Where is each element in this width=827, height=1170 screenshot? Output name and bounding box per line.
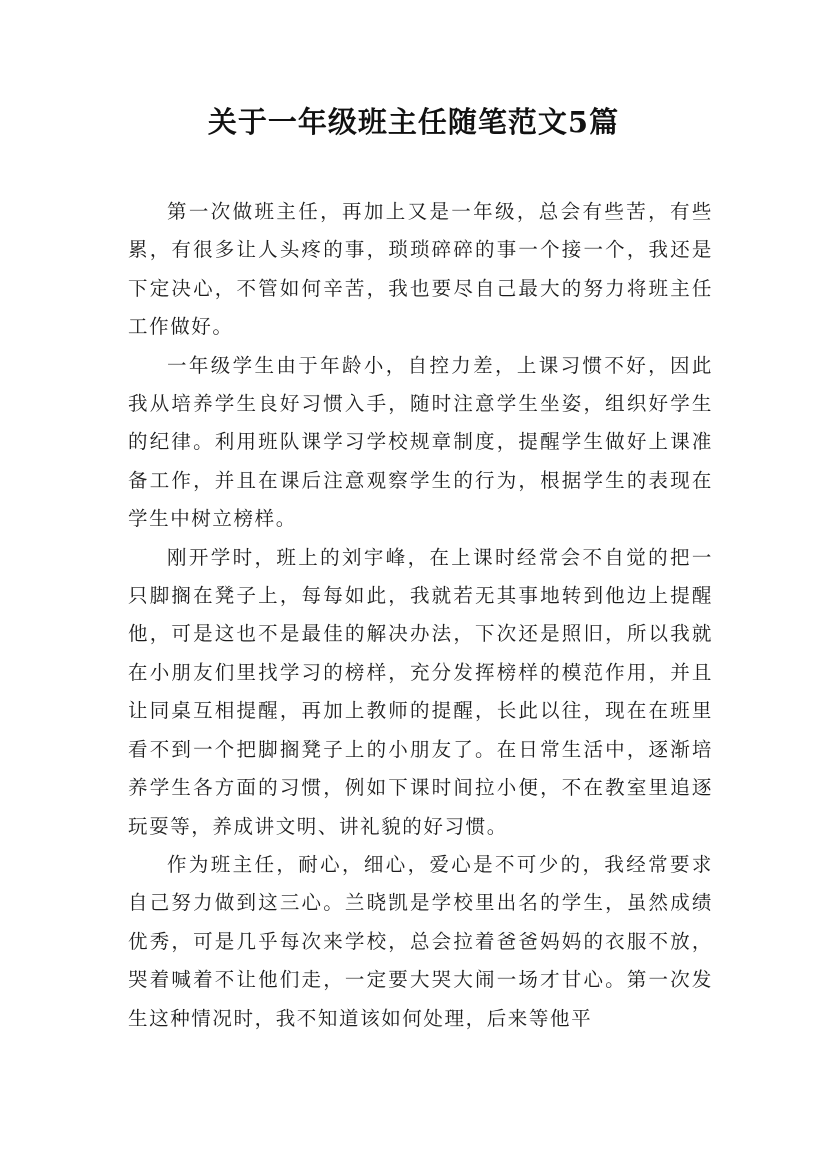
paragraph-4: 作为班主任，耐心，细心，爱心是不可少的，我经常要求自己努力做到这三心。兰晓凯是学校里出名的学生，虽然成绩优秀，可是几乎每次来学校，总会拉着爸爸妈妈的衣服不放，哭着喊着不让他们走，一定要大哭大闹一场才甘心。第一次发生这种情况时，我不知道该如何处理，后来等他平	[128, 852, 713, 1030]
document-body	[128, 193, 713, 1038]
paragraph-1: 第一次做班主任，再加上又是一年级，总会有些苦，有些累，有很多让人头疼的事，琐琐碎碎的事一个接一个，我还是下定决心，不管如何辛苦，我也要尽自己最大的努力将班主任工作做好。	[128, 200, 713, 339]
paragraph-3: 刚开学时，班上的刘宇峰，在上课时经常会不自觉的把一只脚搁在凳子上，每每如此，我就若无其事地转到他边上提醒他，可是这也不是最佳的解决办法，下次还是照旧，所以我就在小朋友们里找学习的榜样，充分发挥榜样的模范作用，并且让同桌互相提醒，再加上教师的提醒，长此以往，现在在班里看不到一个把脚搁凳子上的小朋友了。在日常生活中，逐渐培养学生各方面的习惯，例如下课时间拉小便，不在教室里追逐玩耍等，养成讲文明、讲礼貌的好习惯。	[128, 545, 713, 838]
paragraph-2: 一年级学生由于年龄小，自控力差，上课习惯不好，因此我从培养学生良好习惯入手，随时注意学生坐姿，组织好学生的纪律。利用班队课学习学校规章制度，提醒学生做好上课准备工作，并且在课后注意观察学生的行为，根据学生的表现在学生中树立榜样。	[128, 353, 713, 531]
document-title: 关于一年级班主任随笔范文5篇	[207, 105, 620, 139]
